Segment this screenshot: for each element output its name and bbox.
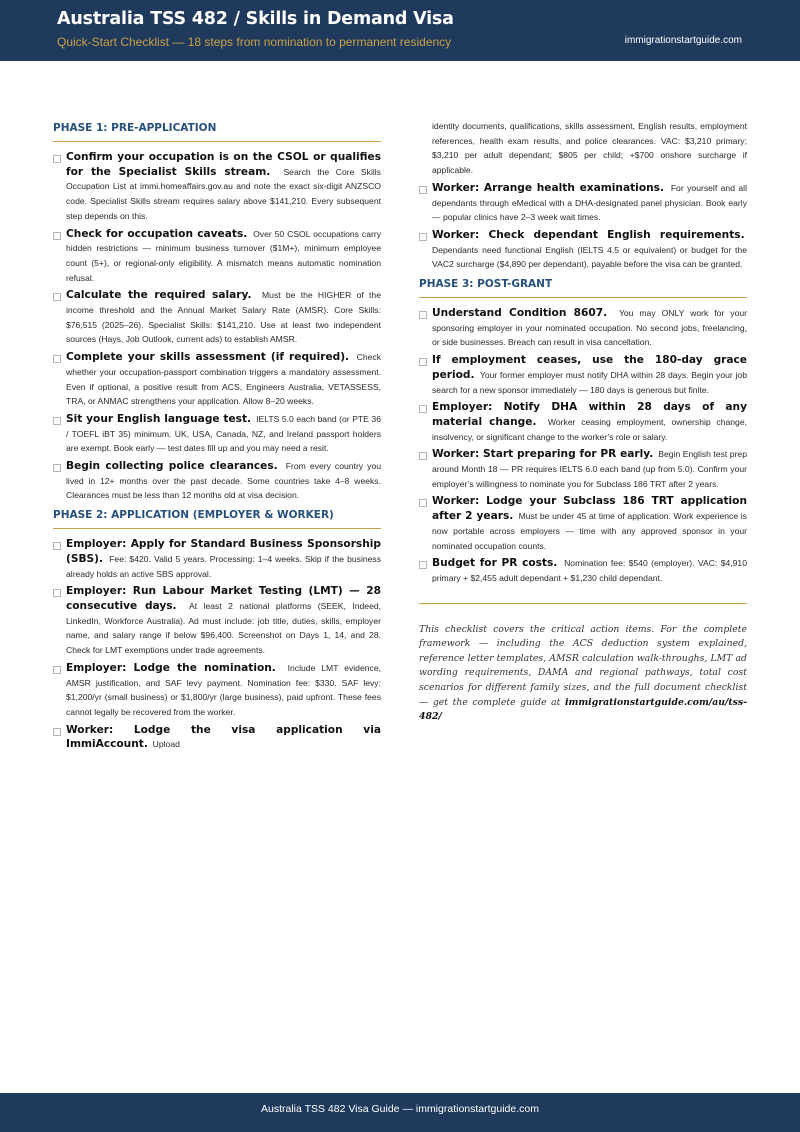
item-body: From every country you lived in 12+ months over the past decade. Some countries take 4–8 weeks. Clearances must be less than 12 months old at visa decision. bbox=[66, 461, 382, 501]
phase-1-heading: PHASE 1: PRE-APPLICATION bbox=[53, 122, 381, 142]
checklist-item bbox=[53, 288, 381, 347]
item-body: Include LMT evidence, AMSR justification, and SAF levy payment. Nomination fee: $330. SAF levy: $1,200/yr (small business) or $1,800/yr (large business), paid upfront. These fees cannot legally be recovered from the worker. bbox=[66, 662, 381, 717]
left-column bbox=[53, 118, 381, 755]
item-title: If employment ceases, use the 180-day grace period. bbox=[432, 354, 747, 381]
checklist-item bbox=[53, 459, 381, 503]
checkbox[interactable] bbox=[419, 186, 427, 194]
guide-link[interactable]: immigrationstartguide.com/au/tss-482/ bbox=[419, 696, 747, 723]
item-title: Sit your English language test. bbox=[66, 412, 252, 425]
checkbox[interactable] bbox=[419, 499, 427, 507]
item-title: Worker: Arrange health examinations. bbox=[432, 181, 664, 194]
section-divider bbox=[419, 603, 747, 604]
checkbox[interactable] bbox=[53, 728, 61, 736]
item-title: Check for occupation caveats. bbox=[66, 227, 248, 240]
item-title: Worker: Check dependant English requirements. bbox=[432, 228, 745, 241]
item-body: Over 50 CSOL occupations carry hidden restrictions — minimum business turnover ($1M+), minimum employee count (5+), or regional-only eligibility. A mismatch means automatic nomination refusal. bbox=[66, 228, 381, 283]
checklist-item bbox=[419, 181, 747, 225]
item-title: Worker: Lodge the visa application via ImmiAccount. bbox=[66, 723, 381, 751]
checkbox[interactable] bbox=[419, 358, 427, 366]
checkbox[interactable] bbox=[419, 405, 427, 413]
item-body: Worker ceasing employment, ownership change, insolvency, or significant change to the worker’s role or salary. bbox=[432, 416, 747, 442]
checklist-item bbox=[53, 661, 381, 720]
item-body: At least 2 national platforms (SEEK, Indeed, LinkedIn, Workforce Australia). Ad must include: job title, duties, skills, employer name, and salary range if below $96,400. Screenshot on Days 1, 14, and 28. Check for LMT exemptions under trade agreements. bbox=[66, 600, 382, 656]
item-title: Employer: Apply for Standard Business Sponsorship (SBS). bbox=[66, 538, 381, 565]
checklist-item bbox=[53, 227, 381, 286]
document-title: Australia TSS 482 / Skills in Demand Visa bbox=[57, 9, 454, 29]
item-title: Begin collecting police clearances. bbox=[66, 460, 278, 473]
item-body: Begin English test prep around Month 18 — PR requires IELTS 6.0 each band (up from 5.0). Confirm your employer’s willingness to nominate you for Subclass 186 TRT after 2 years. bbox=[432, 449, 747, 489]
checkbox[interactable] bbox=[419, 452, 427, 460]
item-body: For yourself and all dependants through eMedical with a DHA-designated panel physician. Book early — popular clinics have 2–3 week wait times. bbox=[432, 182, 747, 223]
item-body-continuation: identity documents, qualifications, skills assessment, English results, employment references, health exam results, and police clearances. VAC: $3,210 primary; $3,210 per adult dependant; $805 per child; +$700 onshore surcharge if applicable. bbox=[432, 121, 747, 176]
checkbox[interactable] bbox=[53, 417, 61, 425]
checkbox[interactable] bbox=[53, 464, 61, 472]
page-header bbox=[0, 0, 800, 61]
checkbox[interactable] bbox=[53, 355, 61, 363]
checklist-item bbox=[419, 447, 747, 491]
item-title: Employer: Notify DHA within 28 days of any material change. bbox=[432, 401, 747, 428]
item-title: Budget for PR costs. bbox=[432, 557, 558, 570]
item-title: Worker: Lodge your Subclass 186 TRT application after 2 years. bbox=[432, 495, 747, 523]
item-title: Understand Condition 8607. bbox=[432, 307, 608, 320]
checkbox[interactable] bbox=[419, 233, 427, 241]
phase-2-heading: PHASE 2: APPLICATION (EMPLOYER & WORKER) bbox=[53, 509, 381, 529]
item-body: Upload bbox=[152, 739, 180, 750]
page-footer bbox=[0, 1093, 800, 1132]
checkbox[interactable] bbox=[419, 311, 427, 319]
item-title: Complete your skills assessment (if required). bbox=[66, 351, 350, 364]
checkbox[interactable] bbox=[419, 561, 427, 569]
checklist-item bbox=[419, 400, 747, 444]
item-title: Employer: Run Labour Market Testing (LMT) — 28 consecutive days. bbox=[66, 585, 381, 612]
checklist-item bbox=[419, 228, 747, 272]
document-subtitle: Quick-Start Checklist — 18 steps from nomination to permanent residency bbox=[57, 35, 452, 49]
item-title: Employer: Lodge the nomination. bbox=[66, 661, 276, 674]
checklist-item bbox=[419, 556, 747, 585]
item-body: Search the Core Skills Occupation List at immi.homeaffairs.gov.au and note the exact six-digit ANZSCO code. Specialist Skills stream requires salary above $141,210. Every subsequent step depends on this. bbox=[66, 166, 381, 221]
checklist-item bbox=[53, 723, 381, 752]
checkbox[interactable] bbox=[53, 232, 61, 240]
item-body: Nomination fee: $540 (employer). VAC: $4,910 primary + $2,455 adult dependant + $1,230 child dependant. bbox=[432, 558, 747, 583]
item-title: Calculate the required salary. bbox=[66, 289, 252, 302]
checkbox[interactable] bbox=[53, 666, 61, 674]
checklist-item bbox=[53, 412, 381, 456]
checkbox[interactable] bbox=[53, 589, 61, 597]
item-body: Your former employer must notify DHA within 28 days. Begin your job search for a new sponsor immediately — 180 days is generous but finite. bbox=[432, 369, 747, 395]
checklist-item bbox=[53, 584, 381, 658]
right-column bbox=[419, 119, 747, 725]
checklist-item bbox=[53, 150, 381, 224]
item-title: Confirm your occupation is on the CSOL or qualifies for the Specialist Skills stream. bbox=[66, 151, 381, 178]
footnote bbox=[419, 623, 747, 725]
checklist-item bbox=[419, 306, 747, 350]
item-body: You may ONLY work for your sponsoring employer in your nominated occupation. No second jobs, freelancing, or side businesses. Breach can result in visa cancellation. bbox=[432, 308, 747, 348]
checkbox[interactable] bbox=[53, 542, 61, 550]
item-body: Check whether your occupation-passport combination triggers a mandatory assessment. Even if optional, a positive result from ACS, Engineers Australia, VETASSESS, TRA, or ANMAC strengthens your application. Allow 8–20 weeks. bbox=[66, 352, 381, 407]
checkbox[interactable] bbox=[53, 155, 61, 163]
checkbox[interactable] bbox=[53, 293, 61, 301]
item-body: Fee: $420. Valid 5 years. Processing: 1–4 weeks. Skip if the business already holds an active SBS approval. bbox=[66, 553, 382, 579]
item-body: Must be the HIGHER of the income threshold and the Annual Market Salary Rate (AMSR). Core Skills: $76,515 (2025–26). Specialist Skills: $141,210. Use at least two independent sources (Hays, Job Outlook, current ads) to establish AMSR. bbox=[66, 290, 381, 345]
phase-3-heading: PHASE 3: POST-GRANT bbox=[419, 278, 747, 298]
checklist-item bbox=[53, 350, 381, 409]
header-site-link[interactable]: immigrationstartguide.com bbox=[624, 35, 742, 46]
item-body: IELTS 5.0 each band (or PTE 36 / TOEFL iBT 35) minimum. UK, USA, Canada, NZ, and Ireland passport holders are exempt. Book early — test dates fill up and you may need a resit. bbox=[66, 413, 381, 454]
checklist-item bbox=[53, 537, 381, 581]
footer-text: Australia TSS 482 Visa Guide — immigrationstartguide.com bbox=[261, 1103, 539, 1115]
checklist-item bbox=[419, 353, 747, 397]
checklist-item bbox=[419, 494, 747, 553]
item-body: Must be under 45 at time of application. Work experience is now portable across employers — time with any approved sponsor in your nominated occupation counts. bbox=[432, 511, 747, 551]
item-title: Worker: Start preparing for PR early. bbox=[432, 448, 654, 461]
footnote-text: This checklist covers the critical action items. For the complete framework — including the ACS deduction system explained, reference letter templates, AMSR calculation walk-throughs, LMT ad wording requirements, DAMA and regional pathways, total cost scenarios for different family sizes, and the full document checklist — get the complete guide at bbox=[419, 623, 747, 708]
item-body: Dependants need functional English (IELTS 4.5 or equivalent) or budget for the VAC2 surcharge ($4,890 per dependant), payable before the visa can be granted. bbox=[432, 244, 747, 270]
